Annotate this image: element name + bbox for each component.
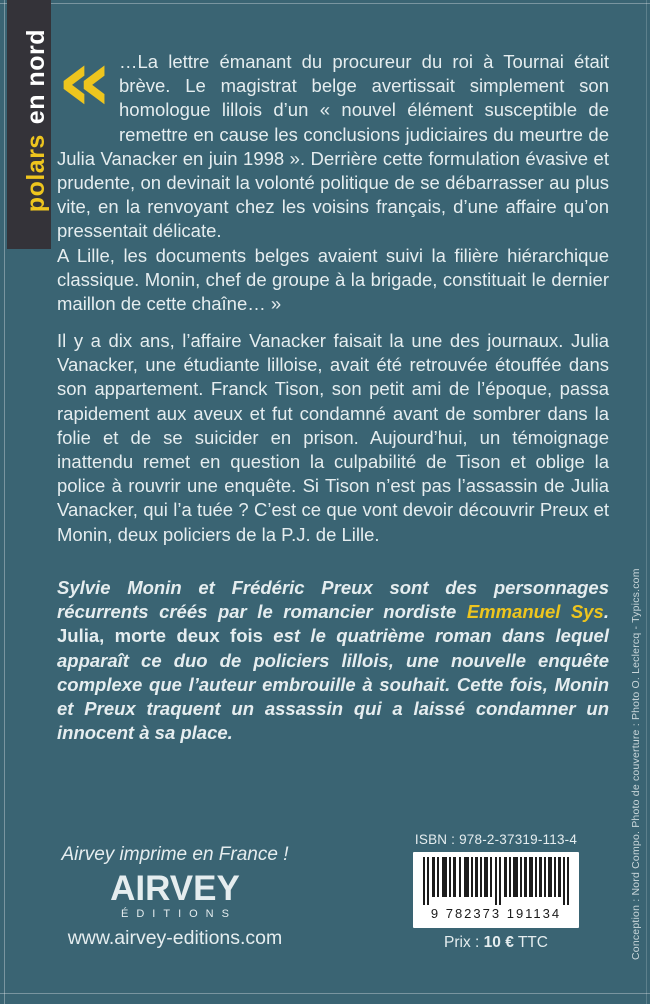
synopsis-paragraph: Il y a dix ans, l’affaire Vanacker faisait la une des journaux. Julia Vanacker, une étudiante lilloise, avait été retrouvée étouffée dans son appartement. Franck Tison, son petit ami de l’époque, passa rapidement aux aveux et fut condamné avant de sombrer dans la folie et de se suicider en prison. Aujourd’hui, un témoignage inattendu remet en question la culpabilité de Tison et oblige la police à rouvrir une enquête. Si Tison n’est pas l’assassin de Julia Vanacker, qui l’a tuée ? C’est ce que vont devoir découvrir Preux et Monin, deux policiers de la P.J. de Lille.	[57, 330, 609, 545]
barcode	[413, 852, 579, 928]
author-note-block	[57, 576, 609, 745]
author-note-paragraph	[57, 576, 609, 745]
crop-line-bottom	[0, 993, 650, 994]
guillemet-icon: «	[57, 31, 113, 131]
collection-banner-text	[22, 29, 51, 212]
opening-quote-float	[57, 31, 119, 131]
collection-name-primary: polars	[22, 134, 50, 213]
fold-line-right	[646, 0, 647, 1004]
author-note-rest: est le quatrième roman dans lequel apparaît ce duo de policiers lillois, une nouvelle enquête complexe que l’auteur embrouille à souhait. Cette fois, Monin et Preux traquent un assassin qui a laissé condamner un innocent à sa place.	[57, 625, 609, 744]
fold-line-left	[4, 0, 5, 1004]
commerce-block	[410, 832, 582, 952]
quote-paragraph-1: …La lettre émanant du procureur du roi à Tournai était brève. Le magistrat belge avertissait simplement son homologue lillois d’un « nouvel élément susceptible de remettre en cause les conclusions judiciaires du meurtre de Julia Vanacker en juin 1998 ». Derrière cette formulation évasive et prudente, on devinait la volonté politique de se débarrasser au plus vite, en la renvoyant chez les voisins français, d’une affaire qu’on pressentait délicate.	[57, 51, 609, 242]
collection-name-secondary: en nord	[22, 28, 50, 125]
barcode-image	[421, 857, 571, 907]
price-suffix: TTC	[517, 934, 548, 951]
author-note-lead: Sylvie Monin et Frédéric Preux sont des personnages récurrents créés par le romancier nordiste	[57, 577, 609, 623]
publisher-logo-subtext: ÉDITIONS	[121, 907, 237, 920]
price-label: Prix :	[444, 934, 480, 951]
publisher-block	[35, 845, 315, 950]
price-value: 10 €	[483, 934, 514, 951]
collection-banner	[7, 0, 51, 249]
book-title: Julia, morte deux fois	[57, 625, 263, 647]
publisher-logo: AIRVEY	[110, 868, 240, 908]
synopsis-block	[57, 329, 609, 547]
barcode-digits: 9 782373 191134	[430, 906, 562, 921]
production-credits: Conception : Nord Compo. Photo de couverture : Photo O. Leclercq - Typics.com	[630, 568, 642, 960]
back-cover-quote	[57, 31, 609, 316]
author-note-separator: .	[603, 601, 609, 623]
publisher-website: www.airvey-editions.com	[67, 926, 283, 949]
isbn-label: ISBN : 978-2-37319-113-4	[414, 832, 578, 847]
quote-paragraph-2: A Lille, les documents belges avaient suivi la filière hiérarchique classique. Monin, chef de groupe à la brigade, constituait le dernier maillon de cette chaîne… »	[57, 244, 609, 315]
publisher-tagline: Airvey imprime en France !	[61, 844, 289, 865]
author-name: Emmanuel Sys	[466, 601, 604, 623]
crop-line-top	[0, 3, 650, 4]
price-line	[410, 934, 582, 952]
